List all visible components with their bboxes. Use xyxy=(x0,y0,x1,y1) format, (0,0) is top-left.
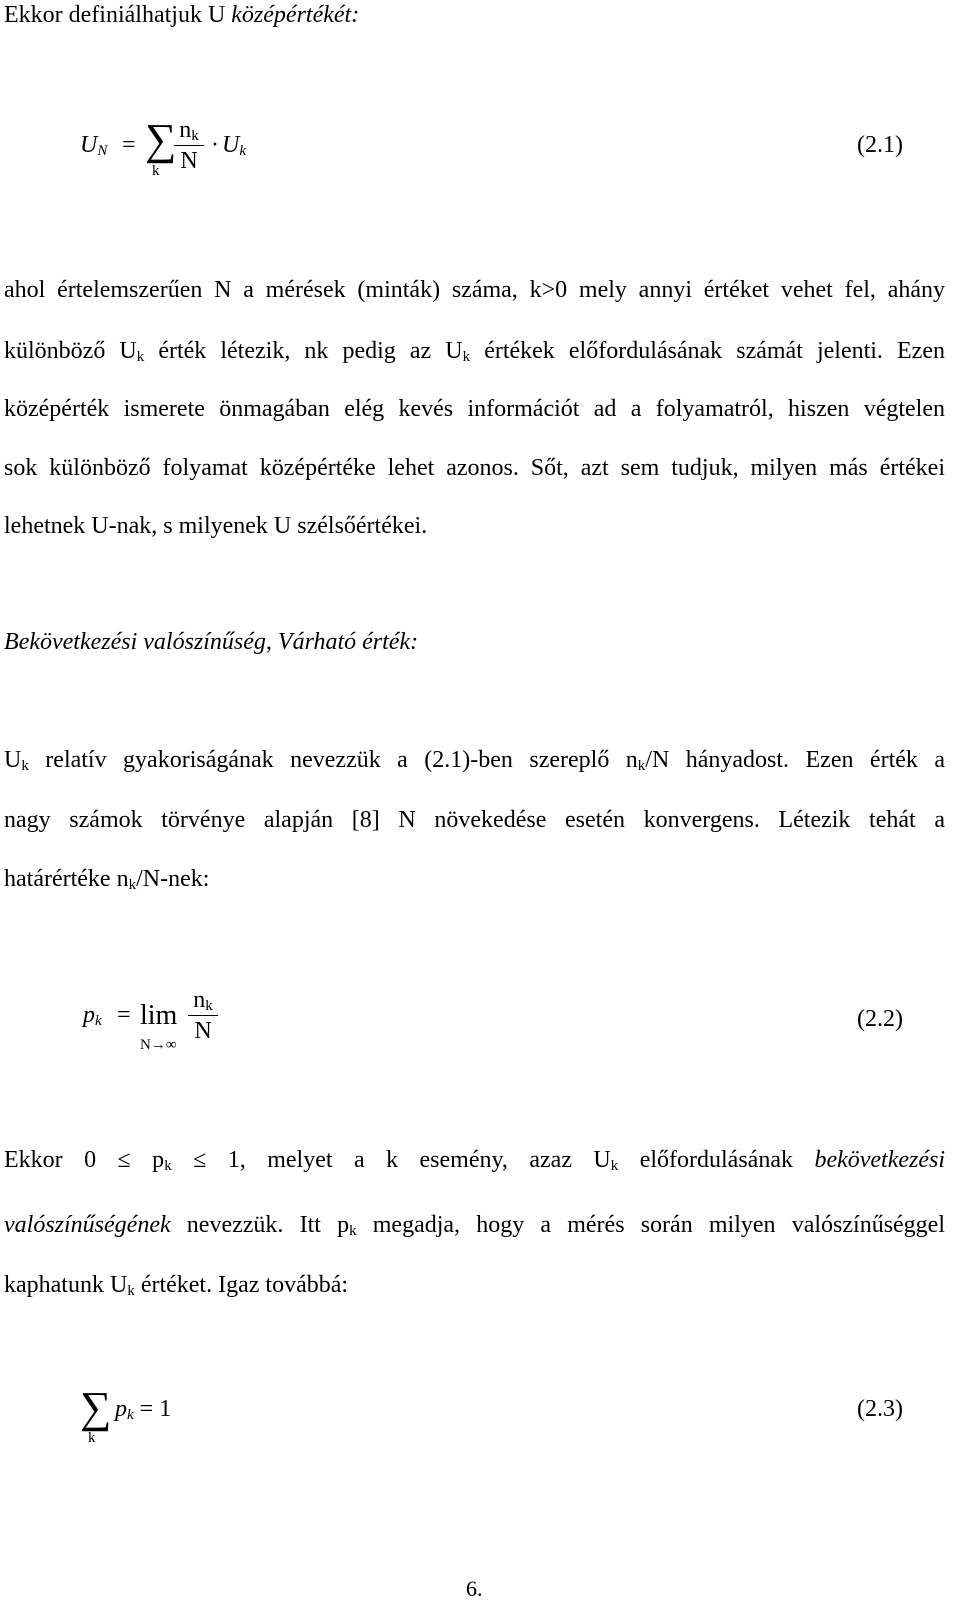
eq1-lhs: $U_N$ xyxy=(80,132,108,159)
para1-line-3: középérték ismerete önmagában elég kevés információt ad a folyamatról, hiszen végtelen xyxy=(4,396,945,422)
fraction-bar xyxy=(174,145,204,146)
eq2-fraction xyxy=(188,986,218,1045)
inequality: $0 \le p_k \le 1$, xyxy=(84,1147,246,1174)
page-number: 6. xyxy=(466,1576,483,1601)
para3-line-3: kaphatunk $U_k$ értéket. Igaz továbbá: xyxy=(4,1272,349,1299)
para3-line-2: valószínűségének nevezzük. Itt $p_k$ megadja, hogy a mérés során milyen valószínűséggel xyxy=(4,1212,946,1239)
eq1-sigma: ∑ xyxy=(145,115,177,164)
intro-italic: középértékét: xyxy=(231,2,360,28)
para1-line-5: lehetnek U-nak, s milyenek U szélsőértékei. xyxy=(4,513,428,539)
para1-line-4: sok különböző folyamat középértéke lehet azonos. Sőt, azt sem tudjuk, milyen más értékei xyxy=(4,455,945,481)
eq1-sum-index: k xyxy=(152,163,160,179)
fraction-bar xyxy=(188,1015,218,1016)
para1-line-1: ahol értelemszerűen N a mérések (minták) száma, k>0 mely annyi értéket vehet fel, ahány xyxy=(4,277,945,303)
para1-line-2: különböző $U_k$ érték létezik, nk pedig az $U_k$ értékek előfordulásának számát jelenti. Ezen xyxy=(4,338,945,365)
eq1-dot: · xyxy=(211,132,219,158)
intro-line xyxy=(4,0,359,30)
eq3-number: (2.3) xyxy=(857,1396,903,1422)
section-heading: Bekövetkezési valószínűség, Várható érték: xyxy=(4,629,419,655)
eq1-number: (2.1) xyxy=(857,132,903,158)
eq2-numerator: $n_k$ xyxy=(193,987,213,1014)
eq2-denominator: N xyxy=(194,1018,212,1044)
eq3-sigma: ∑ xyxy=(80,1383,112,1432)
eq2-lim-sub: N→∞ xyxy=(140,1037,177,1053)
para2-line-2: nagy számok törvénye alapján [8] N növekedése esetén konvergens. Létezik tehát a xyxy=(4,807,945,833)
para2-line-1: $U_k$ relatív gyakoriságának nevezzük a (2.1)-ben szereplő $n_k/N$ hányadost. Ezen érték a xyxy=(4,747,945,774)
para2-line-3: határértéke $n_k/N$-nek: xyxy=(4,866,210,893)
eq1-numerator: $n_k$ xyxy=(179,117,199,144)
eq1-denominator: N xyxy=(180,148,198,174)
eq2-lim: lim xyxy=(140,1000,178,1031)
eq1-rhs: $U_k$ xyxy=(222,132,247,159)
eq3-sum-index: k xyxy=(88,1430,96,1446)
eq3-body: $p_k = 1$ xyxy=(115,1396,172,1423)
eq2-lhs: $p_k$ xyxy=(83,1002,102,1029)
para3-line-1: Ekkor $0 \le p_k \le 1$, melyet a k esemény, azaz $U_k$ előfordulásának bekövetkezési xyxy=(4,1147,946,1174)
intro-text: Ekkor definiálhatjuk U xyxy=(4,2,232,28)
eq1-equals: = xyxy=(122,132,136,158)
eq2-equals: = xyxy=(117,1002,131,1028)
eq2-number: (2.2) xyxy=(857,1006,903,1032)
eq1-fraction xyxy=(174,116,204,175)
